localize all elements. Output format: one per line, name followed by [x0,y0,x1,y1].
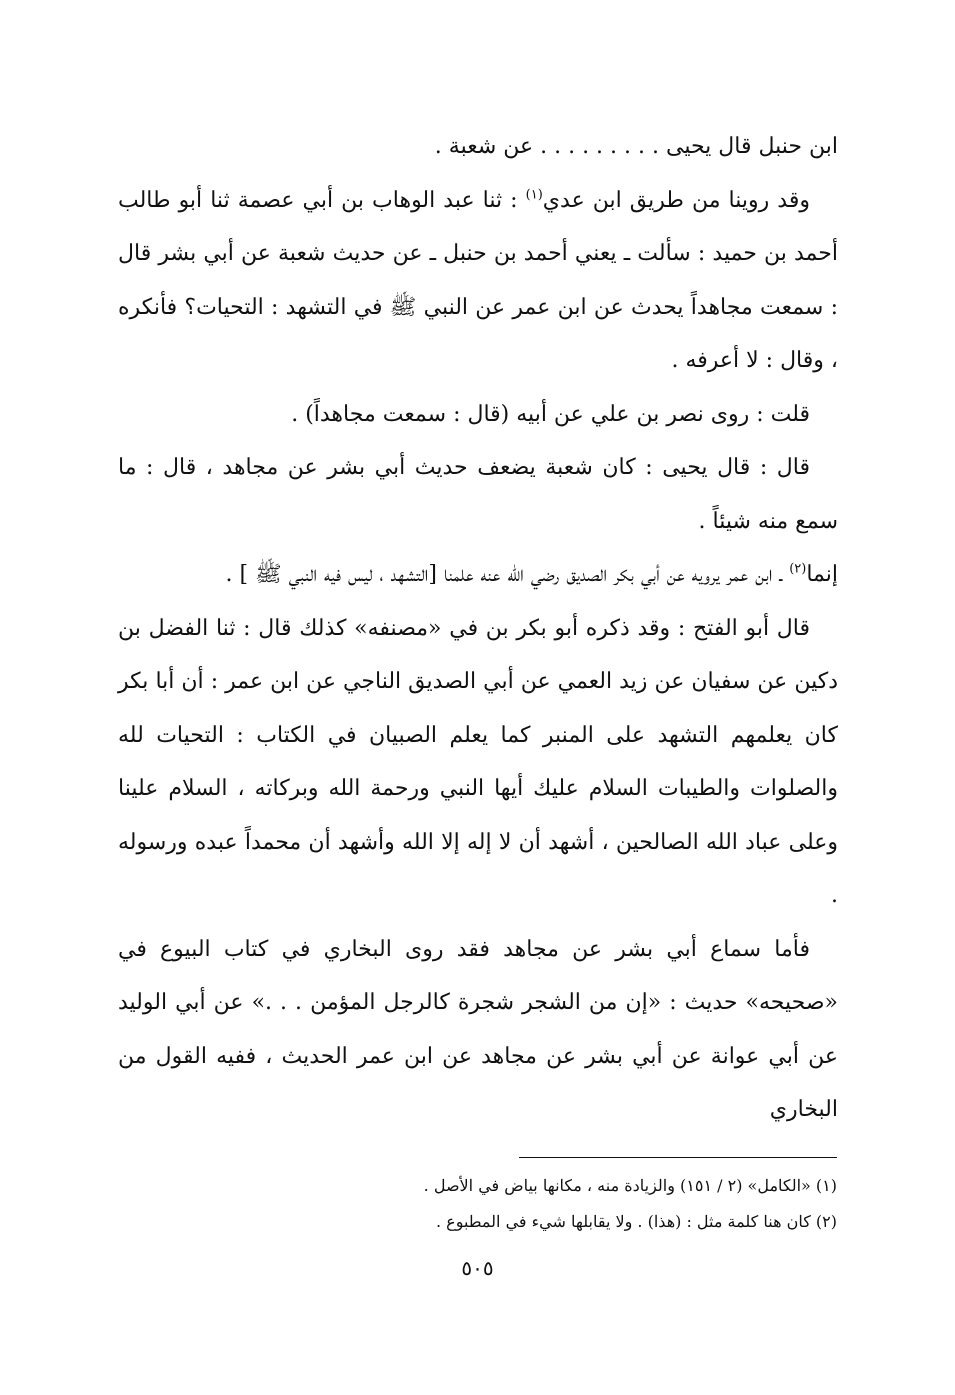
paragraph-text: فأما سماع أبي بشر عن مجاهد فقد روى البخاري في كتاب البيوع في «صحيحه» حديث : «إن من الشجر شجرة كالرجل المؤمن . . .» عن أبي الوليد عن أبي عوانة عن أبي بشر عن مجاهد عن ابن عمر الحديث ، ففيه القول من البخاري [118,936,838,1122]
page-body [118,120,838,1137]
footnote-ref-1[interactable]: (١) [525,187,543,203]
footnote-ref-2[interactable]: (٢) [789,561,807,577]
footnotes [117,1168,837,1240]
paragraph-text: قال : قال يحيى : كان شعبة يضعف حديث أبي بشر عن مجاهد ، قال : ما سمع منه شيئاً . [118,455,838,534]
footnote-2: (٢) كان هنا كلمة مثل : (هذا) . ولا يقابلها شيء في المطبوع . [435,1212,837,1231]
paragraph-text: ابن حنبل قال يحيى . . . . . . . . . عن شعبة . [434,134,838,159]
paragraph-abu-al-fath [118,602,838,923]
paragraph-continuation [118,120,838,174]
page-number: ٥٠٥ [461,1256,494,1280]
paragraph-nasr [118,388,838,442]
paragraph-innama [118,548,838,602]
paragraph-bukhari [118,923,838,1137]
paragraph-text: قلت : روى نصر بن علي عن أبيه (قال : سمعت مجاهداً) . [291,401,810,427]
paragraph-text: إنما [806,562,838,587]
paragraph-yahya [118,441,838,548]
paragraph-text: : ثنا عبد الوهاب بن أبي عصمة ثنا أبو طالب أحمد بن حميد : سألت ـ يعني أحمد بن حنبل ـ عن حديث شعبة عن أبي بشر قال : سمعت مجاهداً يحدث عن ابن عمر عن النبي ﷺ في التشهد : التحيات؟ فأنكره ، وقال : لا أعرفه . [118,187,838,373]
paragraph-text: ـ ابن عمر يرويه عن أبي بكر الصديق رضي الله عنه علمنا [التشهد ، ليس فيه النبي ﷺ ] . [225,562,790,587]
paragraph-text: قال أبو الفتح : وقد ذكره أبو بكر بن في «مصنفه» كذلك قال : ثنا الفضل بن دكين عن سفيان عن زيد العمي عن أبي الصديق الناجي عن ابن عمر : أن أبا بكر كان يعلمهم التشهد على المنبر كما يعلم الصبيان في الكتاب : التحيات لله والصلوات والطيبات السلام عليك أيها النبي ورحمة الله وبركاته ، السلام علينا وعلى عباد الله الصالحين ، أشهد أن لا إله إلا الله وأشهد أن محمداً عبده ورسوله . [118,615,838,908]
main-text [118,120,838,1137]
footnote-1: (١) «الكامل» (٢ / ١٥١) والزيادة منه ، مكانها بياض في الأصل . [423,1176,837,1195]
paragraph-ibn-adi [118,174,838,388]
footnote-divider [519,1157,837,1158]
paragraph-text: وقد روينا من طريق ابن عدي [542,187,810,213]
